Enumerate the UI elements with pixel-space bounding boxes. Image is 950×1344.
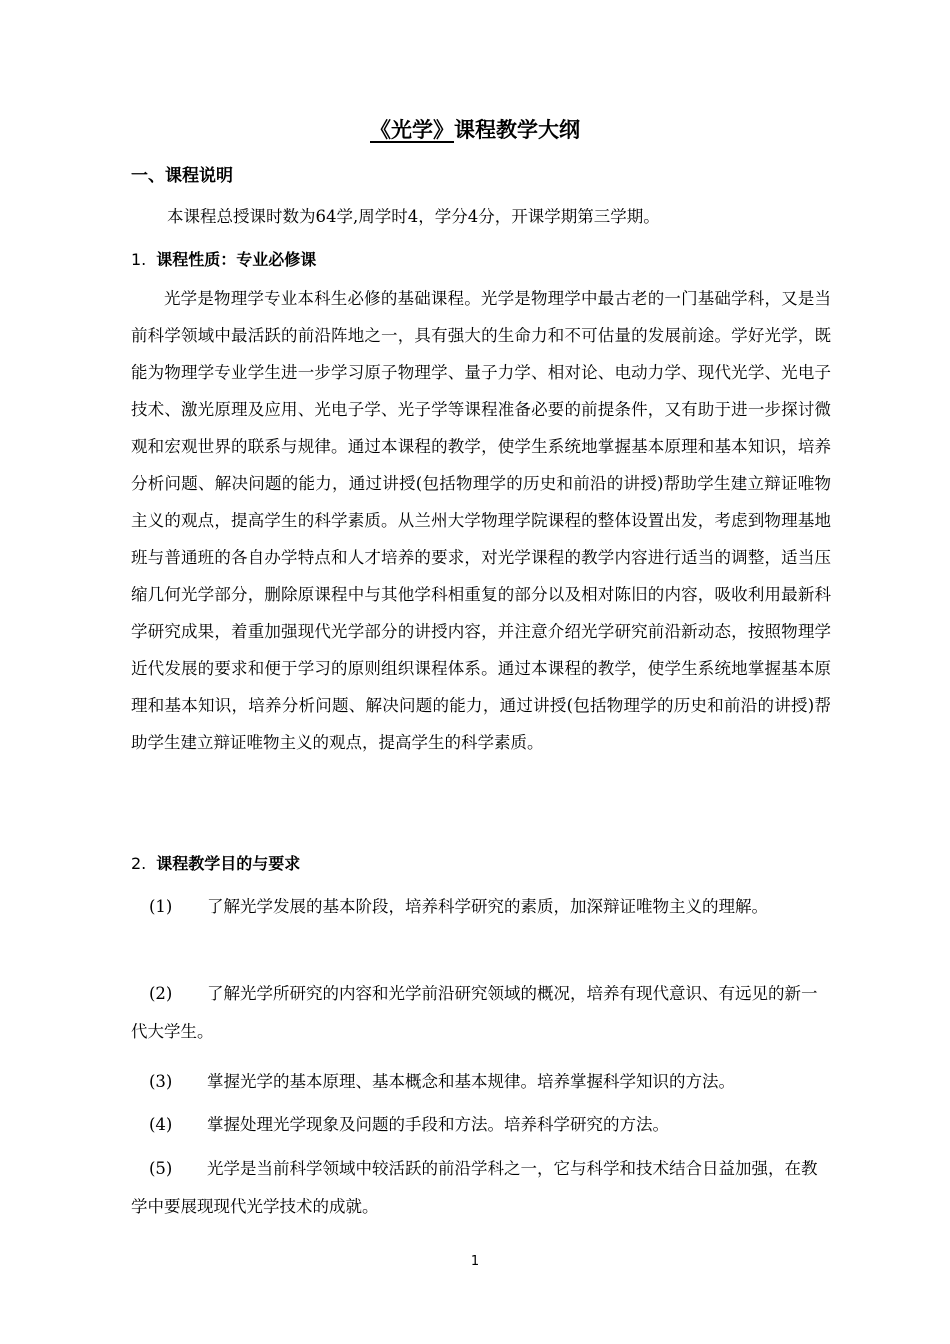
objective-text: 了解光学所研究的内容和光学前沿研究领域的概况，培养有现代意识、有远见的新一代大学生。 (131, 984, 818, 1041)
subsection-heading-objectives (131, 850, 300, 878)
objective-item (131, 1150, 831, 1226)
page-number: 1 (470, 1254, 480, 1269)
course-nature-paragraph: 光学是物理学专业本科生必修的基础课程。光学是物理学中最古老的一门基础学科，又是当前科学领域中最活跃的前沿阵地之一，具有强大的生命力和不可估量的发展前途。学好光学，既能为物理学专业学生进一步学习原子物理学、量子力学、相对论、电动力学、现代光学、光电子技术、激光原理及应用、光电子学、光子学等课程准备必要的前提条件，又有助于进一步探讨微观和宏观世界的联系与规律。通过本课程的教学，使学生系统地掌握基本原理和基本知识，培养分析问题、解决问题的能力，通过讲授(包括物理学的历史和前沿的讲授)帮助学生建立辩证唯物主义的观点，提高学生的科学素质。从兰州大学物理学院课程的整体设置出发，考虑到物理基地班与普通班的各自办学特点和人才培养的要求，对光学课程的教学内容进行适当的调整，适当压缩几何光学部分，删除原课程中与其他学科相重复的部分以及相对陈旧的内容，吸收利用最新科学研究成果，着重加强现代光学部分的讲授内容，并注意介绍光学研究前沿新动态，按照物理学近代发展的要求和便于学习的原则组织课程体系。通过本课程的教学，使学生系统地掌握基本原理和基本知识，培养分析问题、解决问题的能力，通过讲授(包括物理学的历史和前沿的讲授)帮助学生建立辩证唯物主义的观点，提高学生的科学素质。 (131, 289, 831, 752)
objective-number: (3) (149, 1072, 173, 1091)
subsection-heading-course-nature (131, 246, 316, 274)
objective-number: (5) (149, 1159, 173, 1178)
subsection-title: 课程性质：专业必修课 (156, 250, 317, 269)
objective-number: (1) (149, 897, 173, 916)
objective-item (131, 975, 831, 1051)
objective-text: 掌握处理光学现象及问题的手段和方法。培养科学研究的方法。 (207, 1115, 669, 1134)
objective-text: 掌握光学的基本原理、基本概念和基本规律。培养掌握科学知识的方法。 (207, 1072, 735, 1091)
intro-paragraph: 本课程总授课时数为64学,周学时4，学分4分，开课学期第三学期。 (167, 207, 660, 226)
title-book-name: 《光学》 (370, 118, 454, 142)
objective-item (131, 888, 831, 926)
objective-number: (2) (149, 984, 173, 1003)
subsection-number: 2. (131, 854, 147, 873)
section-heading-course-description: 一、课程说明 (131, 166, 233, 186)
objective-text: 光学是当前科学领域中较活跃的前沿学科之一，它与科学和技术结合日益加强，在教学中要展现现代光学技术的成就。 (131, 1159, 818, 1216)
objective-item (131, 1063, 831, 1101)
objective-item (131, 1106, 831, 1144)
title-rest: 课程教学大纲 (454, 118, 580, 142)
page-title (0, 114, 950, 146)
objective-text: 了解光学发展的基本阶段，培养科学研究的素质，加深辩证唯物主义的理解。 (207, 897, 768, 916)
objective-number: (4) (149, 1115, 173, 1134)
subsection-number: 1. (131, 250, 147, 269)
subsection-title: 课程教学目的与要求 (156, 854, 301, 873)
